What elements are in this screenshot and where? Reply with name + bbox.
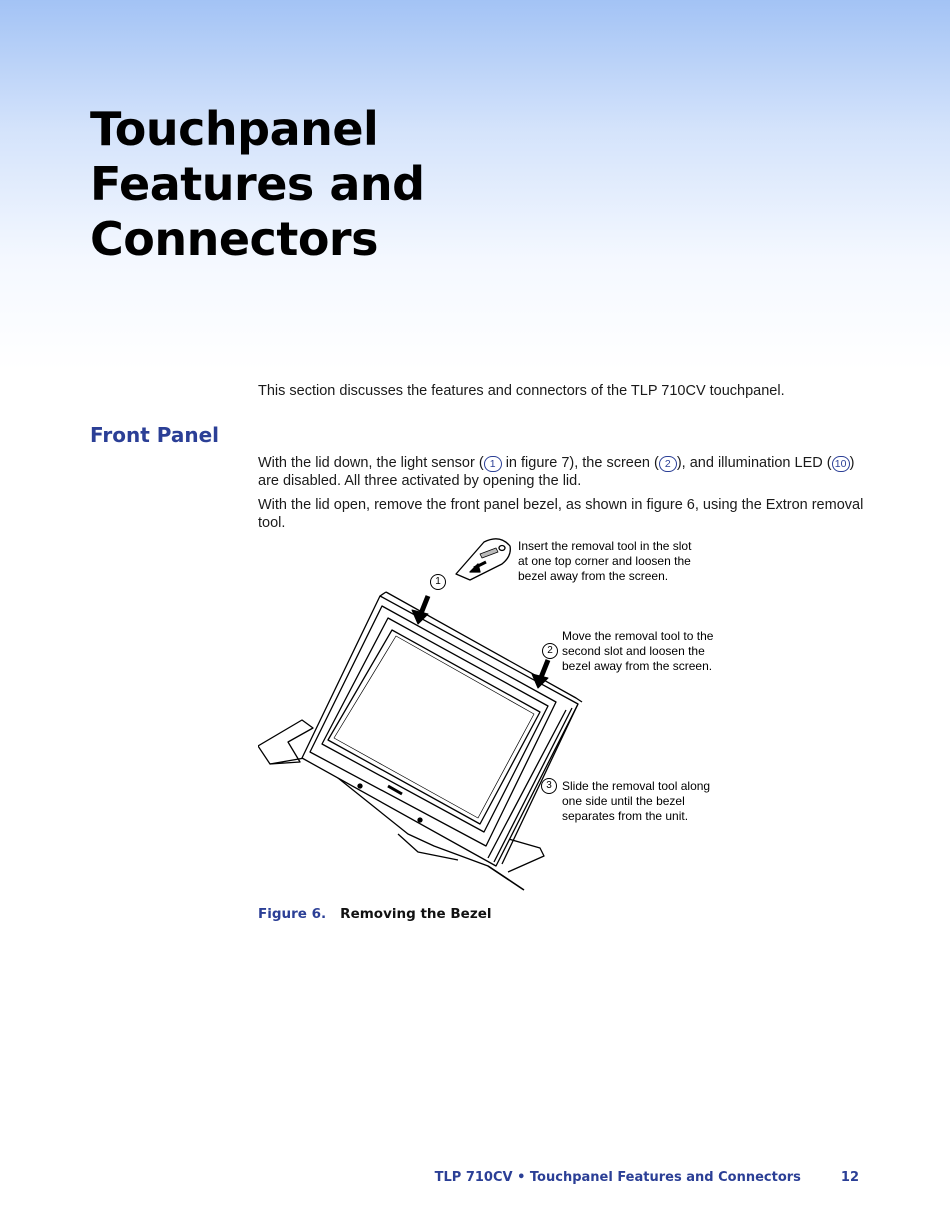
- paragraph-text: ) are disabled. All three activated by opening the lid.: [258, 455, 855, 489]
- front-panel-paragraph-2: With the lid open, remove the front panel bezel, as shown in figure 6, using the Extron removal tool.: [258, 497, 864, 531]
- paragraph-text: ), and illumination LED (: [676, 455, 832, 471]
- paragraph-text: in figure 7), the screen (: [501, 455, 659, 471]
- callout-number-2: 2: [542, 643, 558, 659]
- figure-caption: [258, 906, 491, 922]
- intro-paragraph: This section discusses the features and connectors of the TLP 710CV touchpanel.: [258, 383, 785, 399]
- chapter-title: [90, 102, 425, 267]
- section-heading: Front Panel: [90, 423, 220, 447]
- chapter-title-line: Features and: [90, 157, 425, 211]
- callout-reference: 1: [484, 456, 502, 472]
- paragraph-text: With the lid down, the light sensor (: [258, 455, 484, 471]
- callout-text-2: Move the removal tool to the second slot and loosen the bezel away from the screen.: [562, 629, 714, 673]
- figure-title: Removing the Bezel: [340, 906, 492, 922]
- callout-reference: 10: [832, 456, 850, 472]
- callout-text-3: Slide the removal tool along one side until the bezel separates from the unit.: [562, 779, 711, 823]
- removal-tool-icon: [456, 539, 510, 580]
- callout-number-3: 3: [541, 778, 557, 794]
- callout-reference: 2: [659, 456, 677, 472]
- front-panel-paragraph-1: [258, 454, 868, 490]
- chapter-title-line: Touchpanel: [90, 102, 379, 156]
- touchpanel-illustration: [258, 534, 738, 904]
- callout-number-1: 1: [430, 574, 446, 590]
- figure-removing-bezel: [258, 534, 738, 904]
- page-number: 12: [840, 1170, 859, 1185]
- chapter-title-line: Connectors: [90, 212, 378, 266]
- footer-text: TLP 710CV • Touchpanel Features and Connectors: [434, 1170, 801, 1185]
- figure-label: Figure 6.: [258, 906, 327, 922]
- page-footer: [435, 1170, 859, 1185]
- callout-text-1: Insert the removal tool in the slot at one top corner and loosen the bezel away from the screen.: [518, 539, 692, 583]
